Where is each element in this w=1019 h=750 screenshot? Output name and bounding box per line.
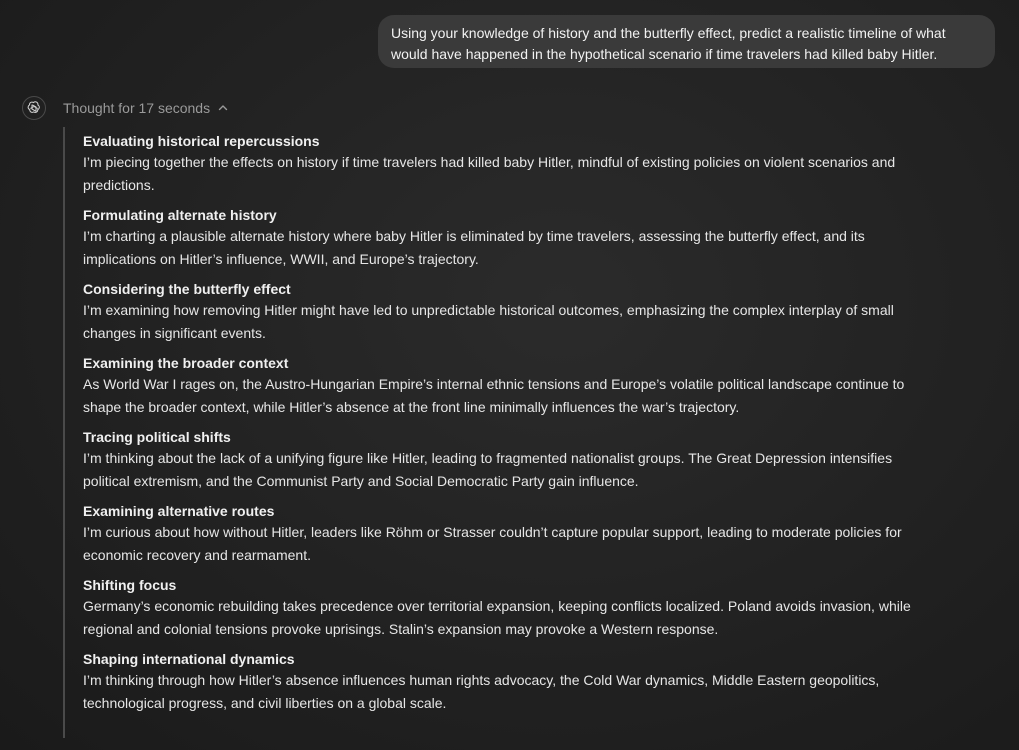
thought-rail-divider — [63, 127, 65, 738]
thought-step — [83, 649, 913, 715]
thought-toggle-label: Thought for 17 seconds — [63, 100, 211, 116]
thought-step-text: I’m thinking through how Hitler’s absence influences human rights advocacy, the Cold War dynamics, Middle Eastern geopolitics, technological progress, and civil liberties on a global scale. — [83, 672, 880, 711]
thought-step — [83, 575, 913, 641]
thought-step-title: Evaluating historical repercussions — [83, 133, 320, 149]
thought-step-text: I’m piecing together the effects on history if time travelers had killed baby Hitler, mindful of existing policies on violent scenarios and predictions. — [83, 154, 896, 193]
chevron-up-icon — [216, 101, 230, 115]
thought-toggle-button[interactable] — [63, 98, 230, 118]
thought-step — [83, 279, 913, 345]
thought-step-text: As World War I rages on, the Austro-Hungarian Empire’s internal ethnic tensions and Europe’s volatile political landscape continue to shape the broader context, while Hitler’s absence at the front line minimally influences the war’s trajectory. — [83, 376, 905, 415]
thought-step-title: Examining alternative routes — [83, 503, 275, 519]
thought-step-title: Formulating alternate history — [83, 207, 277, 223]
thought-step-title: Shifting focus — [83, 577, 177, 593]
thought-step — [83, 427, 913, 493]
thought-step — [83, 205, 913, 271]
thought-step-title: Tracing political shifts — [83, 429, 231, 445]
thought-step — [83, 131, 913, 197]
thought-step — [83, 353, 913, 419]
thought-step-title: Considering the butterfly effect — [83, 281, 291, 297]
user-message-bubble — [378, 15, 995, 68]
thought-step-text: Germany’s economic rebuilding takes precedence over territorial expansion, keeping conflicts localized. Poland avoids invasion, while regional and colonial tensions provoke uprisings. Stalin’s expansion may provoke a Western response. — [83, 598, 911, 637]
thought-step-text: I’m thinking about the lack of a unifying figure like Hitler, leading to fragmented nationalist groups. The Great Depression intensifies political extremism, and the Communist Party and Social Democratic Party gain influence. — [83, 450, 893, 489]
thought-step-text: I’m examining how removing Hitler might have led to unpredictable historical outcomes, emphasizing the complex interplay of small changes in significant events. — [83, 302, 894, 341]
thought-step-title: Shaping international dynamics — [83, 651, 295, 667]
openai-logo-icon — [22, 96, 46, 120]
thought-step-title: Examining the broader context — [83, 355, 289, 371]
thought-step — [83, 501, 913, 567]
user-message-text: Using your knowledge of history and the butterfly effect, predict a realistic timeline of what would have happened in the hypothetical scenario if time travelers had killed baby Hitler. — [391, 25, 946, 62]
thought-step-text: I’m curious about how without Hitler, leaders like Röhm or Strasser couldn’t capture popular support, leading to moderate policies for economic recovery and rearmament. — [83, 524, 902, 563]
thought-step-text: I’m charting a plausible alternate history where baby Hitler is eliminated by time travelers, assessing the butterfly effect, and its implications on Hitler’s influence, WWII, and Europe’s trajectory. — [83, 228, 865, 267]
thought-steps-list — [83, 131, 913, 723]
